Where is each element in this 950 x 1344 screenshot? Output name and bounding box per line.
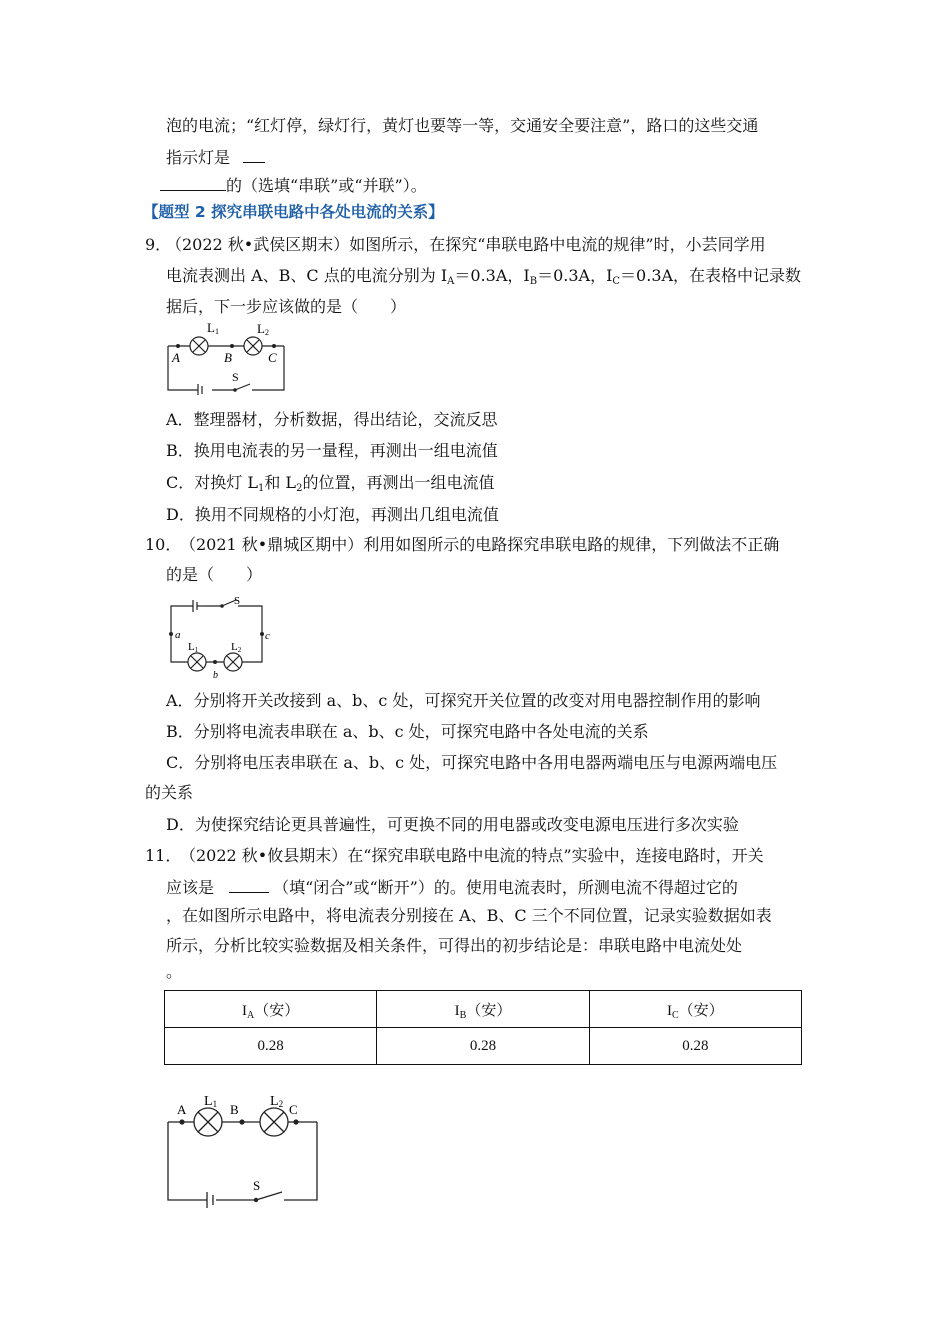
- q9-number: 9．: [145, 235, 172, 254]
- q10-label-c: c: [265, 630, 270, 642]
- intro-line-2: [166, 146, 265, 168]
- q9-circuit-diagram: [160, 320, 295, 395]
- q11-label-l1-sub: 1: [212, 1099, 218, 1109]
- intro-line-3-text: 的（选填“串联”或“并联”）。: [226, 176, 427, 195]
- q10-number: 10．: [145, 535, 182, 554]
- q11-label-l2-sub: 2: [278, 1099, 284, 1109]
- table-row: [165, 991, 802, 1028]
- q9-text: ＝0.3A，I: [537, 266, 613, 285]
- q10-label-l1: L: [188, 641, 195, 653]
- q11-line-5: 。: [166, 962, 183, 981]
- q11-label-a: A: [177, 1102, 187, 1117]
- svg-text:L1: [204, 1094, 217, 1109]
- q11-line-2: [166, 876, 738, 898]
- q9-option-c-text: 的位置，再测出一组电流值: [302, 473, 495, 492]
- q11-line-1: （2022 秋•攸县期末）在“探究串联电路中电流的特点”实验中，连接电路时，开关: [180, 846, 764, 865]
- table-row: [165, 1028, 802, 1065]
- q10-option-c[interactable]: C．分别将电压表串联在 a、b、c 处，可探究电路中各用电器两端电压与电源两端电压: [166, 753, 778, 772]
- q11-number: 11．: [145, 846, 182, 865]
- q9-label-s: S: [232, 370, 239, 384]
- q10-label-s: S: [234, 595, 241, 607]
- q9-label-l1-sub: 1: [214, 327, 219, 336]
- q10-circuit-diagram: [160, 592, 285, 680]
- q11-label-l2: L: [270, 1094, 279, 1109]
- q9-option-a[interactable]: A．整理器材，分析数据，得出结论，交流反思: [166, 410, 498, 429]
- header-sub: B: [459, 1009, 467, 1021]
- q11-data-table: [164, 990, 802, 1065]
- q11-line-3: ，在如图所示电路中，将电流表分别接在 A、B、C 三个不同位置，记录实验数据如表: [166, 906, 772, 925]
- q9-label-c: C: [268, 350, 277, 365]
- q9-label-a: A: [172, 350, 180, 365]
- q10-option-d[interactable]: D．为使探究结论更具普遍性，可更换不同的用电器或改变电源电压进行多次实验: [166, 815, 739, 834]
- q9-line-3: 据后，下一步应该做的是（ ）: [166, 297, 407, 316]
- q10-label-a: a: [175, 629, 181, 641]
- q11-label-b: B: [230, 1102, 239, 1117]
- header-text: I: [242, 1002, 248, 1019]
- q11-label-s: S: [253, 1178, 261, 1193]
- q9-option-c-sub: 1: [257, 483, 265, 494]
- table-cell: 0.28: [165, 1028, 377, 1065]
- q9-option-b[interactable]: B．换用电流表的另一量程，再测出一组电流值: [166, 441, 498, 460]
- q11-line-2-text: （填“闭合”或“断开”）的。使用电流表时，所测电流不得超过它的: [273, 878, 738, 897]
- header-sub: A: [247, 1009, 255, 1021]
- table-cell: 0.28: [589, 1028, 801, 1065]
- svg-text:L1: [207, 320, 219, 336]
- q9-label-l1: L: [207, 320, 215, 335]
- q10-label-l1-sub: 1: [194, 646, 199, 654]
- table-cell: 0.28: [377, 1028, 589, 1065]
- q9-sub-b: B: [529, 276, 538, 287]
- q11-label-l1: L: [204, 1094, 213, 1109]
- q11-circuit-diagram: [160, 1090, 330, 1215]
- q9-text: ＝0.3A，I: [454, 266, 530, 285]
- q9-sub-a: A: [447, 276, 455, 287]
- q9-option-c-text: 和 L: [264, 473, 297, 492]
- answer-blank[interactable]: [160, 174, 226, 191]
- q10-option-b[interactable]: B．分别将电流表串联在 a、b、c 处，可探究电路中各处电流的关系: [166, 722, 649, 741]
- answer-blank[interactable]: [229, 876, 269, 893]
- q9-option-d[interactable]: D．换用不同规格的小灯泡，再测出几组电流值: [166, 505, 499, 524]
- q9-option-c-sub: 2: [296, 483, 303, 494]
- q10-line-1: （2021 秋•鼎城区期中）利用如图所示的电路探究串联电路的规律，下列做法不正确: [180, 535, 780, 554]
- q10-label-b: b: [213, 670, 218, 680]
- intro-line-1: 泡的电流；“红灯停，绿灯行，黄灯也要等一等，交通安全要注意”，路口的这些交通: [166, 116, 759, 135]
- q9-option-c-text: C．对换灯 L: [166, 473, 258, 492]
- answer-blank[interactable]: [243, 146, 265, 163]
- q9-sub-c: C: [612, 276, 621, 287]
- q10-label-l2-sub: 2: [237, 646, 242, 654]
- q10-option-a[interactable]: A．分别将开关改接到 a、b、c 处，可探究开关位置的改变对用电器控制作用的影响: [166, 691, 761, 710]
- header-text: I: [666, 1002, 672, 1019]
- q10-option-c-continued: 的关系: [145, 783, 194, 802]
- svg-text:L1: [188, 641, 199, 654]
- q9-option-c[interactable]: [166, 473, 494, 493]
- header-unit: （安）: [678, 1002, 724, 1019]
- q11-line-4: 所示，分析比较实验数据及相关条件，可得出的初步结论是：串联电路中电流处处: [166, 936, 743, 955]
- q9-label-b: B: [224, 350, 232, 365]
- header-sub: C: [671, 1009, 679, 1021]
- svg-text:L2: [231, 641, 242, 654]
- q9-text: ＝0.3A，在表格中记录数: [620, 266, 802, 285]
- q11-label-c: C: [289, 1102, 298, 1117]
- section-heading: 【题型 2 探究串联电路中各处电流的关系】: [143, 203, 444, 221]
- header-unit: （安）: [466, 1002, 512, 1019]
- q9-line-1: （2022 秋•武侯区期末）如图所示，在探究“串联电路中电流的规律”时，小芸同学用: [166, 235, 766, 254]
- intro-line-2-text: 指示灯是: [166, 148, 231, 167]
- q10-label-l2: L: [231, 641, 238, 653]
- table-header-ia: [165, 991, 377, 1028]
- header-unit: （安）: [254, 1002, 300, 1019]
- svg-text:L2: [257, 321, 269, 337]
- q11-line-2-text: 应该是: [166, 878, 215, 897]
- q9-label-l2-sub: 2: [264, 328, 269, 337]
- q9-line-2: [166, 266, 801, 286]
- table-header-ic: [589, 991, 801, 1028]
- q9-label-l2: L: [257, 321, 265, 336]
- q9-text: 电流表测出 A、B、C 点的电流分别为 I: [166, 266, 448, 285]
- table-header-ib: [377, 991, 589, 1028]
- svg-text:L2: [270, 1094, 283, 1109]
- header-text: I: [454, 1002, 460, 1019]
- intro-line-3: [160, 174, 427, 196]
- q10-line-2: 的是（ ）: [166, 565, 263, 584]
